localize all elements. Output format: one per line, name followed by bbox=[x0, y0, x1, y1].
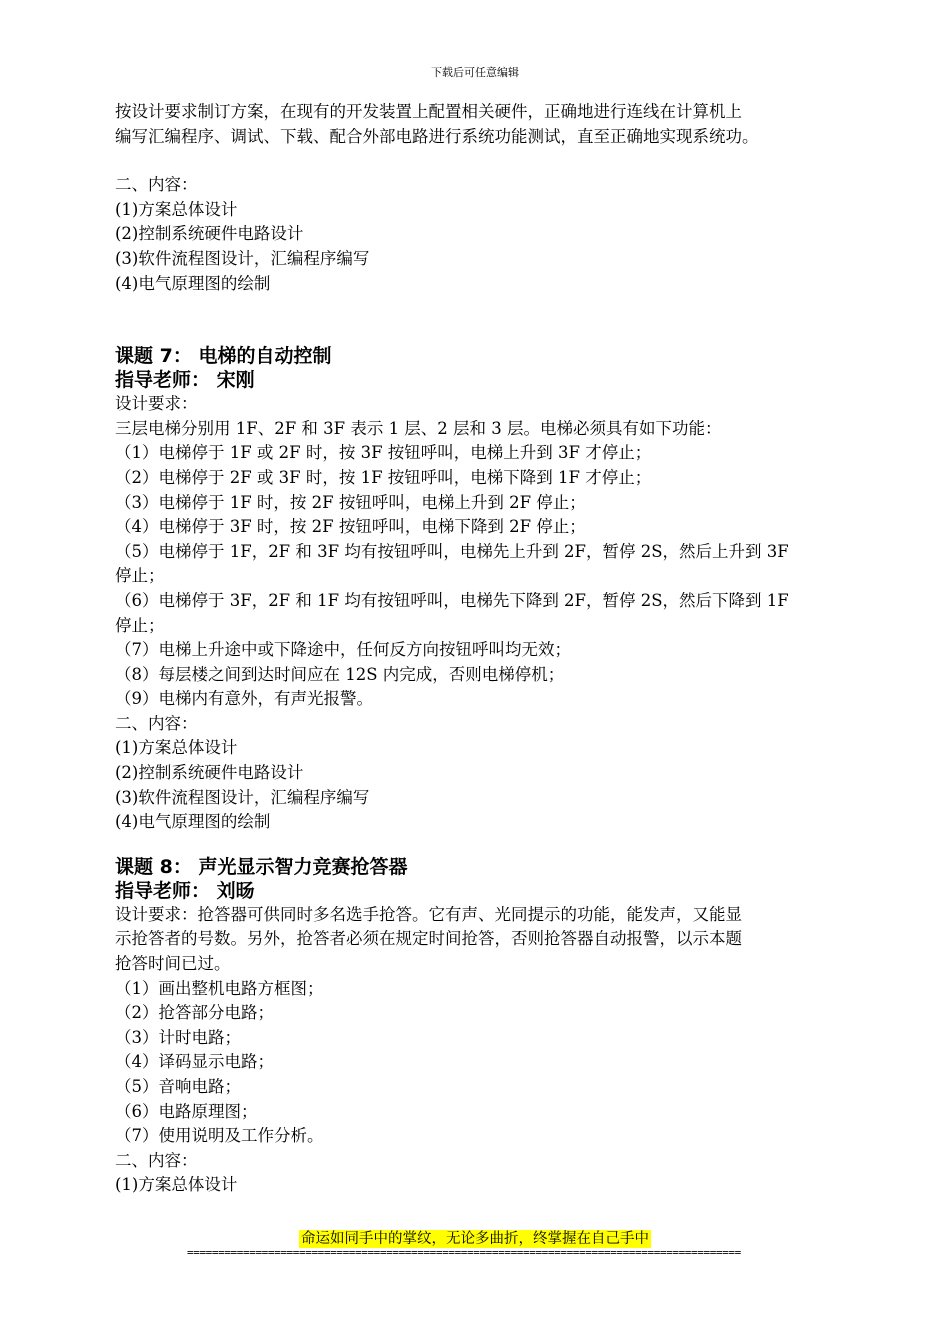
topic7-teacher: 指导老师： 宋刚 bbox=[115, 369, 255, 392]
requirement-item: （2）电梯停于 2F 或 3F 时，按 1F 按钮呼叫，电梯下降到 1F 才停止； bbox=[115, 467, 652, 487]
requirement-item: （3）电梯停于 1F 时，按 2F 按钮呼叫，电梯上升到 2F 停止； bbox=[115, 492, 586, 512]
list-item: (1)方案总体设计 bbox=[115, 1175, 238, 1195]
description-line: 抢答时间已过。 bbox=[115, 954, 231, 974]
requirement-item: （9）电梯内有意外，有声光报警。 bbox=[115, 689, 373, 709]
footer-rule: ========================================================================================= bbox=[187, 1247, 741, 1259]
list-item: (3)软件流程图设计，汇编程序编写 bbox=[115, 787, 370, 807]
footer bbox=[0, 1228, 950, 1248]
list-item: （3）计时电路； bbox=[115, 1027, 241, 1047]
list-item: (1)方案总体设计 bbox=[115, 199, 238, 219]
intro-line: 编写汇编程序、调试、下载、配合外部电路进行系统功能测试，直至正确地实现系统功。 bbox=[115, 126, 759, 146]
description-line: 设计要求：抢答器可供同时多名选手抢答。它有声、光同提示的功能，能发声，又能显 bbox=[115, 904, 742, 924]
list-item: （1）画出整机电路方框图； bbox=[115, 978, 324, 998]
requirement-item: （1）电梯停于 1F 或 2F 时，按 3F 按钮呼叫，电梯上升到 3F 才停止； bbox=[115, 443, 652, 463]
requirement-item: （4）电梯停于 3F 时，按 2F 按钮呼叫，电梯下降到 2F 停止； bbox=[115, 517, 586, 537]
list-item: (3)软件流程图设计，汇编程序编写 bbox=[115, 248, 370, 268]
list-item: (4)电气原理图的绘制 bbox=[115, 812, 271, 832]
topic8-teacher: 指导老师： 刘旸 bbox=[115, 879, 255, 902]
topic8-title: 课题 8： 声光显示智力竞赛抢答器 bbox=[115, 855, 408, 878]
intro-line: 按设计要求制订方案，在现有的开发装置上配置相关硬件，正确地进行连线在计算机上 bbox=[115, 102, 742, 121]
section-heading: 二、内容： bbox=[115, 175, 198, 195]
list-item: (4)电气原理图的绘制 bbox=[115, 273, 271, 293]
list-item: (2)控制系统硬件电路设计 bbox=[115, 224, 304, 244]
requirement-item: （5）电梯停于 1F，2F 和 3F 均有按钮呼叫，电梯先上升到 2F，暂停 2S，然后上升到 3F bbox=[115, 541, 789, 561]
list-item: (1)方案总体设计 bbox=[115, 738, 238, 758]
list-item: （5）音响电路； bbox=[115, 1077, 241, 1096]
requirement-item-cont: 停止； bbox=[115, 566, 165, 586]
list-item: （2）抢答部分电路； bbox=[115, 1003, 274, 1023]
requirement-item: （7）电梯上升途中或下降途中，任何反方向按钮呼叫均无效； bbox=[115, 640, 571, 660]
footer-motto: 命运如同手中的掌纹，无论多曲折，终掌握在自己手中 bbox=[301, 1231, 649, 1247]
requirement-item-cont: 停止； bbox=[115, 615, 165, 635]
section-heading: 二、内容： bbox=[115, 713, 198, 733]
list-item: （7）使用说明及工作分析。 bbox=[115, 1126, 324, 1146]
topic7-title: 课题 7： 电梯的自动控制 bbox=[115, 345, 332, 368]
requirement-item: （8）每层楼之间到达时间应在 12S 内完成，否则电梯停机； bbox=[115, 664, 565, 684]
list-item: （6）电路原理图； bbox=[115, 1101, 258, 1121]
page-content bbox=[115, 100, 845, 1198]
requirements-intro: 三层电梯分别用 1F、2F 和 3F 表示 1 层、2 层和 3 层。电梯必须具有如下功能： bbox=[115, 418, 722, 438]
requirements-label: 设计要求： bbox=[115, 394, 198, 414]
page-header: 下载后可任意编辑 bbox=[431, 66, 519, 79]
list-item: (2)控制系统硬件电路设计 bbox=[115, 763, 304, 783]
section-heading: 二、内容： bbox=[115, 1150, 198, 1170]
requirement-item: （6）电梯停于 3F，2F 和 1F 均有按钮呼叫，电梯先下降到 2F，暂停 2S，然后下降到 1F bbox=[115, 590, 789, 610]
description-line: 示抢答者的号数。另外，抢答者必须在规定时间抢答，否则抢答器自动报警，以示本题 bbox=[115, 929, 742, 949]
list-item: （4）译码显示电路； bbox=[115, 1052, 274, 1072]
